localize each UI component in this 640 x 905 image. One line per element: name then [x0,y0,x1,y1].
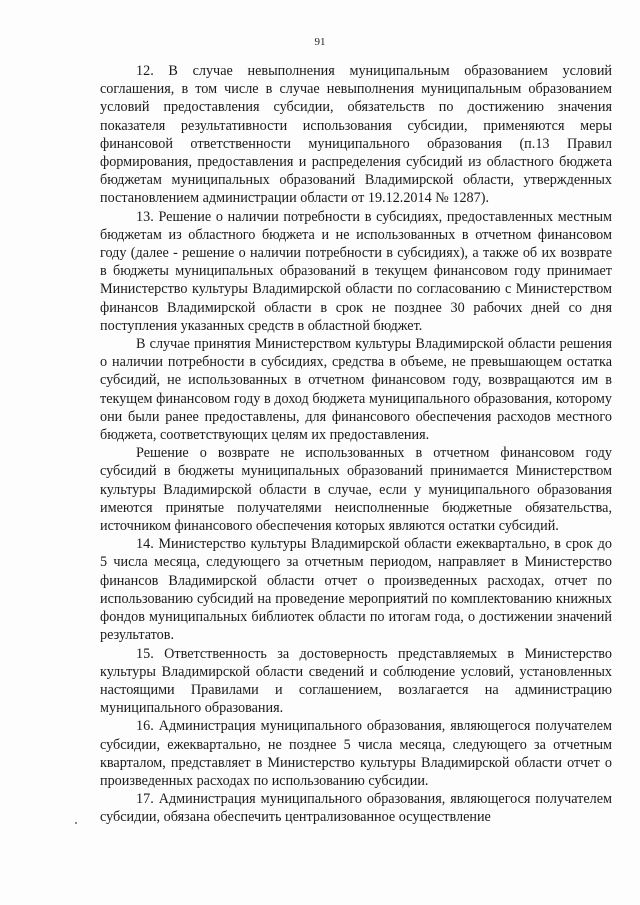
paragraph-15: 15. Ответственность за достоверность представляемых в Министерство культуры Владимирской области сведений и соблюдение условий, установленных настоящими Правилами и соглашением, возлагается на администрацию муниципального образования. [100,645,612,717]
scan-speck [75,822,77,824]
paragraph-14: 14. Министерство культуры Владимирской области ежеквартально, в срок до 5 числа месяца, следующего за отчетным периодом, направляет в Министерство финансов Владимирской области отчет о произведенных расходах, отчет по использованию субсидий на проведение мероприятий по комплектованию книжных фондов муниципальных библиотек области по итогам года, о достижении значений результатов. [100,536,612,644]
paragraph-13-return-case: В случае принятия Министерством культуры Владимирской области решения о наличии потребности в субсидиях, средства в объеме, не превышающем остатка субсидий, не использованных в отчетном финансовом году, возвращаются им в текущем финансовом году в доход бюджета муниципального образования, которому они были ранее предоставлены, для финансового обеспечения расходов местного бюджета, соответствующих целям их предоставления. [100,336,612,444]
paragraph-12: 12. В случае невыполнения муниципальным образованием условий соглашения, в том числе в случае невыполнения муниципальным образованием условий предоставления субсидии, обязательств по достижению значения показателя результативности использования субсидии, применяются меры финансовой ответственности муниципального образования (п.13 Правил формирования, предоставления и распределения субсидий из областного бюджета бюджетам муниципальных образований Владимирской области, утвержденных постановлением администрации области от 19.12.2014 № 1287). [100,63,612,207]
paragraph-13-return-decision: Решение о возврате не использованных в отчетном финансовом году субсидий в бюджеты муниципальных образований принимается Министерством культуры Владимирской области в случае, если у муниципального образования имеются принятые получателями неисполненные бюджетные обязательства, источником финансового обеспечения которых являются остатки субсидий. [100,445,612,535]
document-body [100,62,612,827]
paragraph-13: 13. Решение о наличии потребности в субсидиях, предоставленных местным бюджетам из областного бюджета и не использованных в отчетном финансовом году (далее - решение о наличии потребности в субсидиях), а также об их возврате в бюджеты муниципальных образований в текущем финансовом году принимает Министерство культуры Владимирской области по согласованию с Министерством финансов Владимирской области в срок не позднее 30 рабочих дней со дня поступления указанных средств в областной бюджет. [100,208,612,334]
paragraph-17: 17. Администрация муниципального образования, являющегося получателем субсидии, обязана обеспечить централизованное осуществление [100,791,612,826]
page-number: 91 [314,36,326,48]
paragraph-16: 16. Администрация муниципального образования, являющегося получателем субсидии, ежеквартально, не позднее 5 числа месяца, следующего за отчетным кварталом, представляет в Министерство культуры Владимирской области отчет о произведенных расходах по использованию субсидии. [100,718,612,789]
